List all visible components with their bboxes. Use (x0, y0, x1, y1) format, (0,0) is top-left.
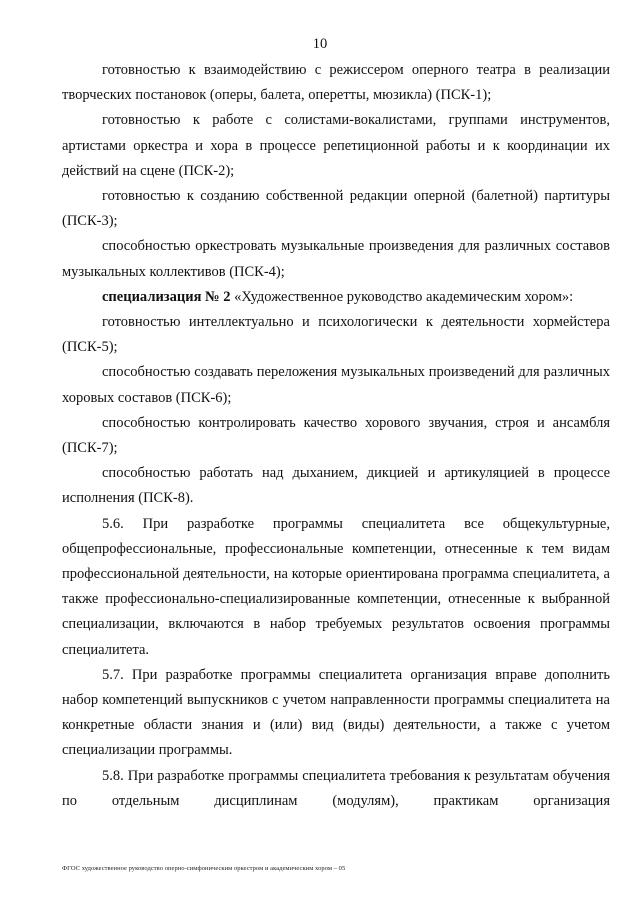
competency-psk-6: способностью создавать переложения музыкальных произведений для различных хоровых составов (ПСК-6); (62, 364, 610, 406)
document-body (62, 58, 610, 814)
specialization-heading (62, 285, 610, 310)
page-footer: ФГОС художественное руководство оперно-симфоническим оркестром и академическим хором – 05 (62, 865, 346, 872)
page-number: 10 (312, 36, 328, 52)
clause-5-7: 5.7. При разработке программы специалитета организация вправе дополнить набор компетенций выпускников с учетом направленности программы специалитета на конкретные области знания и (или) вид (виды) деятельности, а также с учетом специализации программы. (62, 666, 610, 759)
competency-psk-5: готовностью интеллектуально и психологически к деятельности хормейстера (ПСК-5); (62, 314, 610, 356)
clause-5-8: 5.8. При разработке программы специалитета требования к результатам обучения по отдельным дисциплинам (модулям), практикам организация (62, 767, 610, 809)
specialization-label: специализация № 2 (102, 288, 231, 305)
competency-psk-1: готовностью к взаимодействию с режиссером оперного театра в реализации творческих постановок (оперы, балета, оперетты, мюзикла) (ПСК-1); (62, 62, 610, 104)
competency-psk-2: готовностью к работе с солистами-вокалистами, группами инструментов, артистами оркестра и хора в процессе репетиционной работы и к координации их действий на сцене (ПСК-2); (62, 112, 610, 179)
competency-psk-3: готовностью к созданию собственной редакции оперной (балетной) партитуры (ПСК-3); (62, 188, 610, 230)
competency-psk-7: способностью контролировать качество хорового звучания, строя и ансамбля (ПСК-7); (62, 414, 610, 457)
clause-5-6: 5.6. При разработке программы специалитета все общекультурные, общепрофессиональные, профессиональные компетенции, отнесенные к тем видам профессиональной деятельности, на которые ориентирована программа специалитета, а также профессионально-специализированные компетенции, отнесенные к выбранной специализации, включаются в набор требуемых результатов освоения программы специалитета. (62, 515, 610, 658)
competency-psk-8: способностью работать над дыханием, дикцией и артикуляцией в процессе исполнения (ПСК-8). (62, 465, 610, 507)
specialization-title: «Художественное руководство академическим хором»: (234, 288, 574, 305)
competency-psk-4: способностью оркестровать музыкальные произведения для различных составов музыкальных коллективов (ПСК-4); (62, 238, 610, 280)
